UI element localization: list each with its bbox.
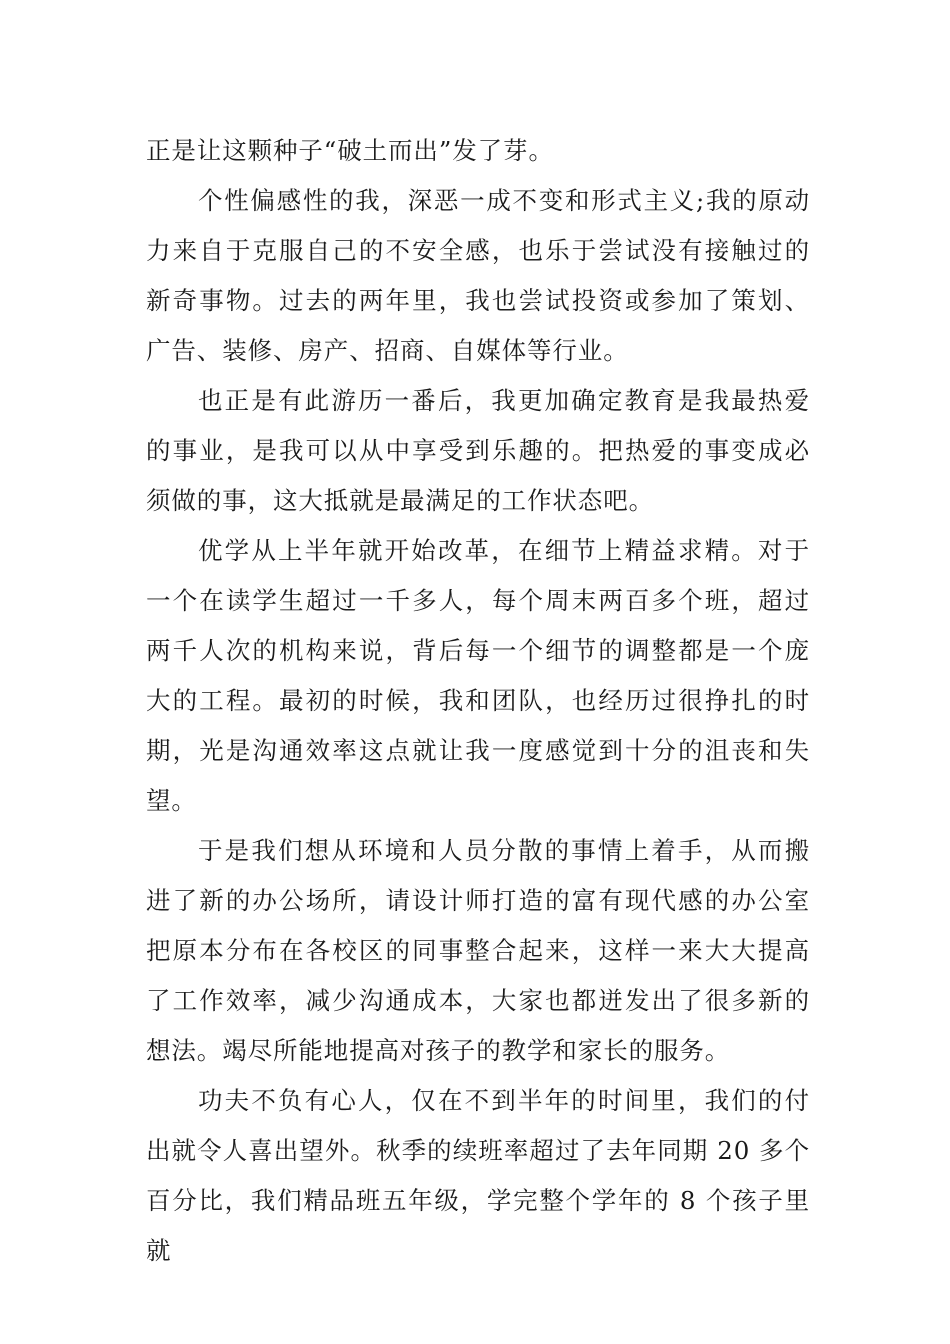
text-line: 想法。竭尽所能地提高对孩子的教学和家长的服务。 (146, 1036, 731, 1065)
text-line: 望。 (146, 786, 197, 815)
text-line: 优学从上半年就开始改革，在细节上精益求精。对于 (198, 536, 810, 565)
text-line: 正是让这颗种子“破土而出”发了芽。 (146, 136, 554, 165)
text-line: 新奇事物。过去的两年里，我也尝试投资或参加了策划、 (146, 286, 810, 315)
text-line: 百分比，我们精品班五年级，学完整个学年的 8 个孩子里就 (146, 1186, 810, 1265)
text-line: 须做的事，这大抵就是最满足的工作状态吧。 (146, 486, 654, 515)
document-body (146, 126, 810, 1265)
text-line: 两千人次的机构来说，背后每一个细节的调整都是一个庞 (146, 636, 810, 665)
text-line: 大的工程。最初的时候，我和团队，也经历过很挣扎的时 (146, 686, 810, 715)
text-line: 的事业，是我可以从中享受到乐趣的。把热爱的事变成必 (146, 436, 810, 465)
text-line: 期，光是沟通效率这点就让我一度感觉到十分的沮丧和失 (146, 736, 810, 765)
text-line: 一个在读学生超过一千多人，每个周末两百多个班，超过 (146, 586, 810, 615)
text-line: 力来自于克服自己的不安全感，也乐于尝试没有接触过的 (146, 236, 810, 265)
text-line: 广告、装修、房产、招商、自媒体等行业。 (146, 336, 629, 365)
text-line: 出就令人喜出望外。秋季的续班率超过了去年同期 20 多个 (146, 1136, 810, 1165)
text-line: 把原本分布在各校区的同事整合起来，这样一来大大提高 (146, 936, 810, 965)
text-line: 也正是有此游历一番后，我更加确定教育是我最热爱 (198, 386, 810, 415)
text-line: 进了新的办公场所，请设计师打造的富有现代感的办公室 (146, 886, 810, 915)
text-line: 了工作效率，减少沟通成本，大家也都迸发出了很多新的 (146, 986, 810, 1015)
text-line: 功夫不负有心人，仅在不到半年的时间里，我们的付 (198, 1086, 810, 1115)
text-line: 于是我们想从环境和人员分散的事情上着手，从而搬 (198, 836, 810, 865)
text-line: 个性偏感性的我，深恶一成不变和形式主义;我的原动 (198, 186, 810, 215)
